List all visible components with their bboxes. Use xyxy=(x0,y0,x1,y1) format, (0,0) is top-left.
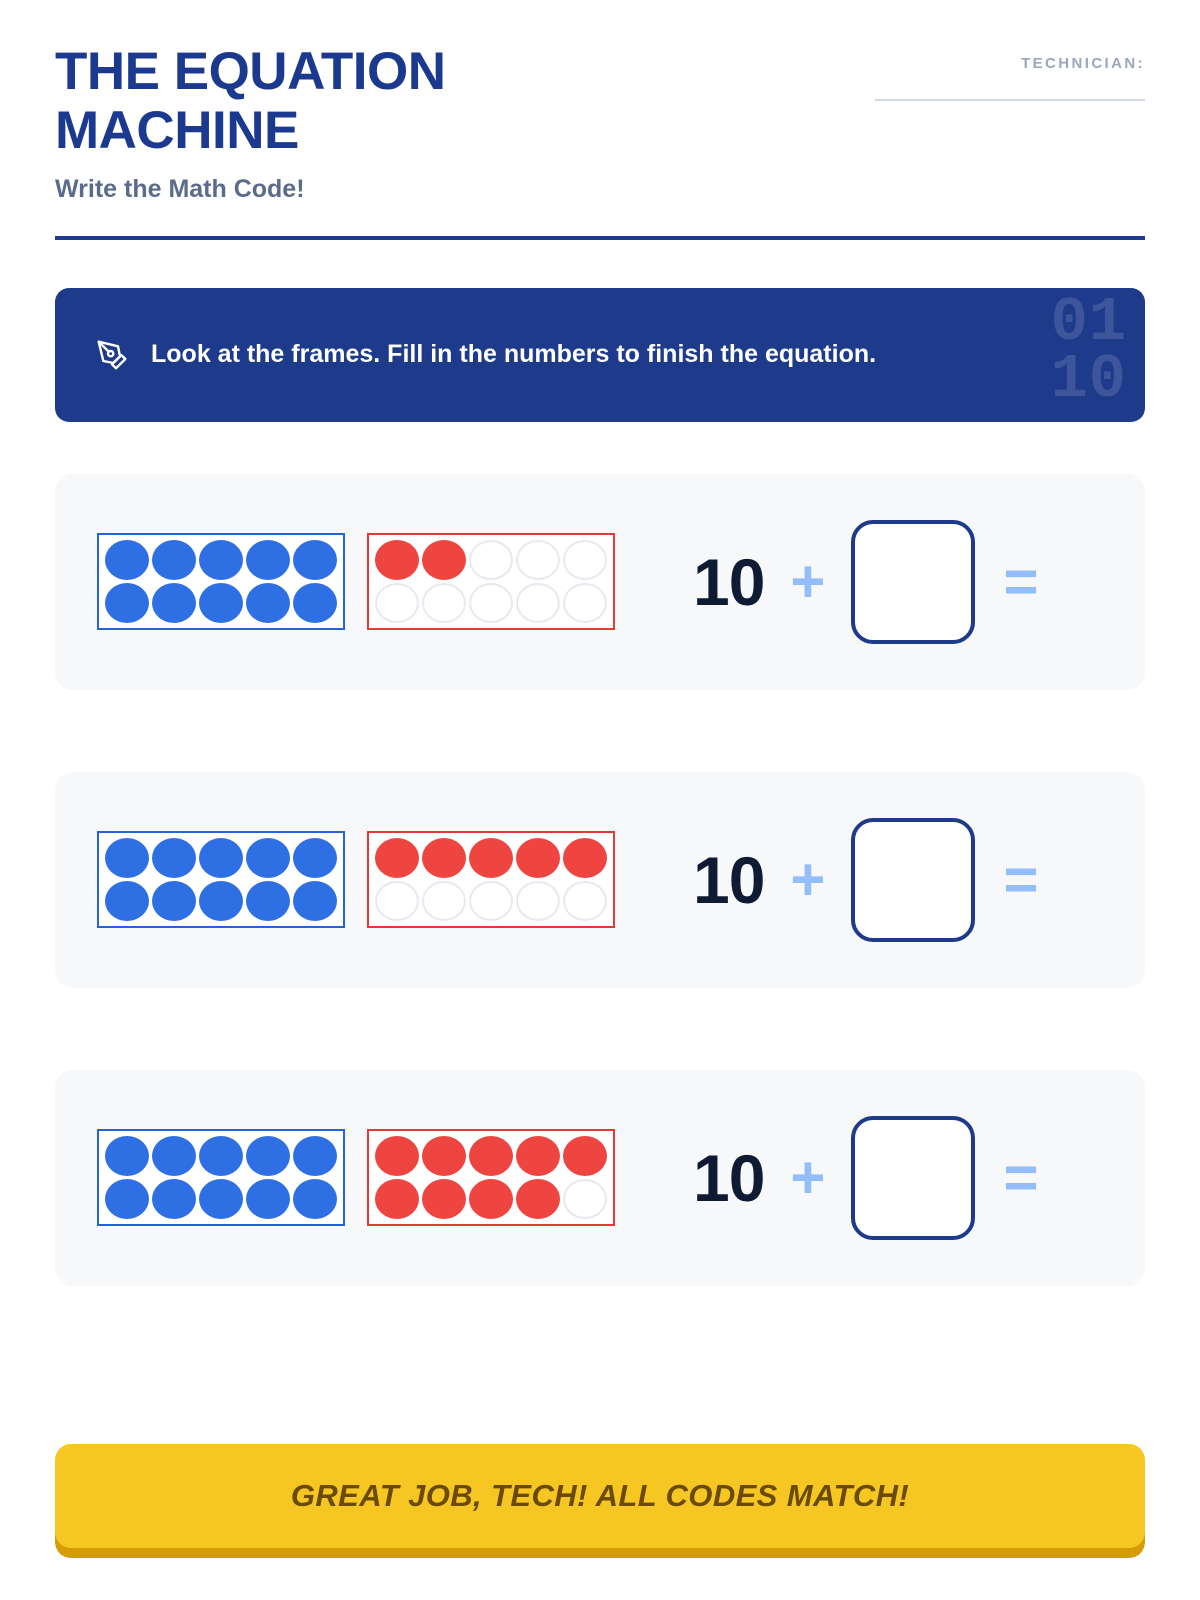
counter-dot xyxy=(152,838,196,878)
technician-field xyxy=(875,55,1145,101)
counter-dot xyxy=(152,1179,196,1219)
first-number: 10 xyxy=(693,1140,765,1215)
page-subtitle: Write the Math Code! xyxy=(55,174,305,203)
counter-dot-empty xyxy=(469,881,513,921)
ten-frame-blue xyxy=(97,533,345,630)
counter-dot xyxy=(293,1136,337,1176)
ten-frame-row xyxy=(105,881,337,921)
counter-dot xyxy=(293,838,337,878)
counter-dot xyxy=(293,881,337,921)
counter-dot xyxy=(105,540,149,580)
counter-dot xyxy=(152,881,196,921)
counter-dot xyxy=(199,881,243,921)
technician-label: TECHNICIAN: xyxy=(1021,55,1145,72)
ten-frame-row xyxy=(105,1179,337,1219)
counter-dot xyxy=(422,1136,466,1176)
plus-sign: + xyxy=(790,845,826,913)
problem-row xyxy=(55,474,1145,690)
ten-frame-row xyxy=(105,838,337,878)
counter-dot-empty xyxy=(469,540,513,580)
counter-dot xyxy=(246,1179,290,1219)
plus-sign: + xyxy=(790,547,826,615)
counter-dot-empty xyxy=(375,583,419,623)
answer-input[interactable] xyxy=(851,1116,975,1240)
counter-dot-empty xyxy=(563,583,607,623)
binary-decoration xyxy=(1050,287,1127,415)
counter-dot xyxy=(105,1136,149,1176)
counter-dot xyxy=(246,1136,290,1176)
counter-dot xyxy=(199,838,243,878)
binary-bottom: 10 xyxy=(1050,343,1127,415)
counter-dot xyxy=(375,838,419,878)
instruction-banner xyxy=(55,288,1145,422)
completion-text: GREAT JOB, TECH! ALL CODES MATCH! xyxy=(290,1478,910,1513)
ten-frame-blue xyxy=(97,1129,345,1226)
counter-dot-empty xyxy=(516,540,560,580)
counter-dot xyxy=(199,583,243,623)
counter-dot xyxy=(105,838,149,878)
ten-frame-row xyxy=(375,583,607,623)
counter-dot xyxy=(246,540,290,580)
first-number: 10 xyxy=(693,842,765,917)
counter-dot-empty xyxy=(563,540,607,580)
counter-dot xyxy=(105,881,149,921)
ten-frame-row xyxy=(375,540,607,580)
equals-sign: = xyxy=(1003,845,1039,913)
ten-frame-row xyxy=(375,1136,607,1176)
counter-dot-empty xyxy=(516,583,560,623)
counter-dot xyxy=(422,1179,466,1219)
counter-dot xyxy=(105,1179,149,1219)
ten-frame-blue xyxy=(97,831,345,928)
counter-dot xyxy=(199,1179,243,1219)
answer-input[interactable] xyxy=(851,818,975,942)
worksheet-header xyxy=(55,0,1145,240)
plus-sign: + xyxy=(790,1143,826,1211)
counter-dot-empty xyxy=(375,881,419,921)
counter-dot xyxy=(563,838,607,878)
counter-dot xyxy=(375,1136,419,1176)
counter-dot xyxy=(516,838,560,878)
ten-frame-row xyxy=(375,881,607,921)
counter-dot xyxy=(563,1136,607,1176)
pen-nib-icon xyxy=(95,338,129,372)
counter-dot-empty xyxy=(563,1179,607,1219)
ten-frame-row xyxy=(105,1136,337,1176)
counter-dot-empty xyxy=(422,881,466,921)
problem-row xyxy=(55,1070,1145,1286)
technician-input-line[interactable] xyxy=(875,98,1145,101)
equals-sign: = xyxy=(1003,547,1039,615)
binary-top: 01 xyxy=(1050,287,1127,358)
counter-dot xyxy=(199,1136,243,1176)
completion-banner xyxy=(55,1444,1145,1548)
counter-dot xyxy=(246,838,290,878)
counter-dot xyxy=(199,540,243,580)
first-number: 10 xyxy=(693,544,765,619)
instruction-text: Look at the frames. Fill in the numbers to finish the equation. xyxy=(151,340,877,369)
problem-list xyxy=(55,474,1145,1286)
counter-dot xyxy=(375,540,419,580)
counter-dot-empty xyxy=(563,881,607,921)
ten-frame-red xyxy=(367,1129,615,1226)
counter-dot xyxy=(246,583,290,623)
counter-dot xyxy=(375,1179,419,1219)
counter-dot xyxy=(293,1179,337,1219)
problem-row xyxy=(55,772,1145,988)
counter-dot-empty xyxy=(422,583,466,623)
counter-dot xyxy=(469,1136,513,1176)
ten-frame-red xyxy=(367,533,615,630)
counter-dot xyxy=(152,540,196,580)
ten-frame-red xyxy=(367,831,615,928)
counter-dot xyxy=(152,583,196,623)
counter-dot xyxy=(516,1179,560,1219)
counter-dot xyxy=(516,1136,560,1176)
counter-dot xyxy=(469,838,513,878)
ten-frame-row xyxy=(375,1179,607,1219)
counter-dot xyxy=(422,838,466,878)
answer-input[interactable] xyxy=(851,520,975,644)
counter-dot xyxy=(293,540,337,580)
counter-dot xyxy=(469,1179,513,1219)
ten-frame-row xyxy=(105,583,337,623)
counter-dot xyxy=(422,540,466,580)
equation xyxy=(693,520,1039,644)
counter-dot-empty xyxy=(469,583,513,623)
counter-dot xyxy=(246,881,290,921)
page-title: THE EQUATION MACHINE xyxy=(55,42,446,161)
counter-dot-empty xyxy=(516,881,560,921)
equation xyxy=(693,1116,1039,1240)
counter-dot xyxy=(152,1136,196,1176)
equation xyxy=(693,818,1039,942)
ten-frame-row xyxy=(105,540,337,580)
ten-frame-row xyxy=(375,838,607,878)
header-divider xyxy=(55,236,1145,240)
counter-dot xyxy=(105,583,149,623)
counter-dot xyxy=(293,583,337,623)
equals-sign: = xyxy=(1003,1143,1039,1211)
